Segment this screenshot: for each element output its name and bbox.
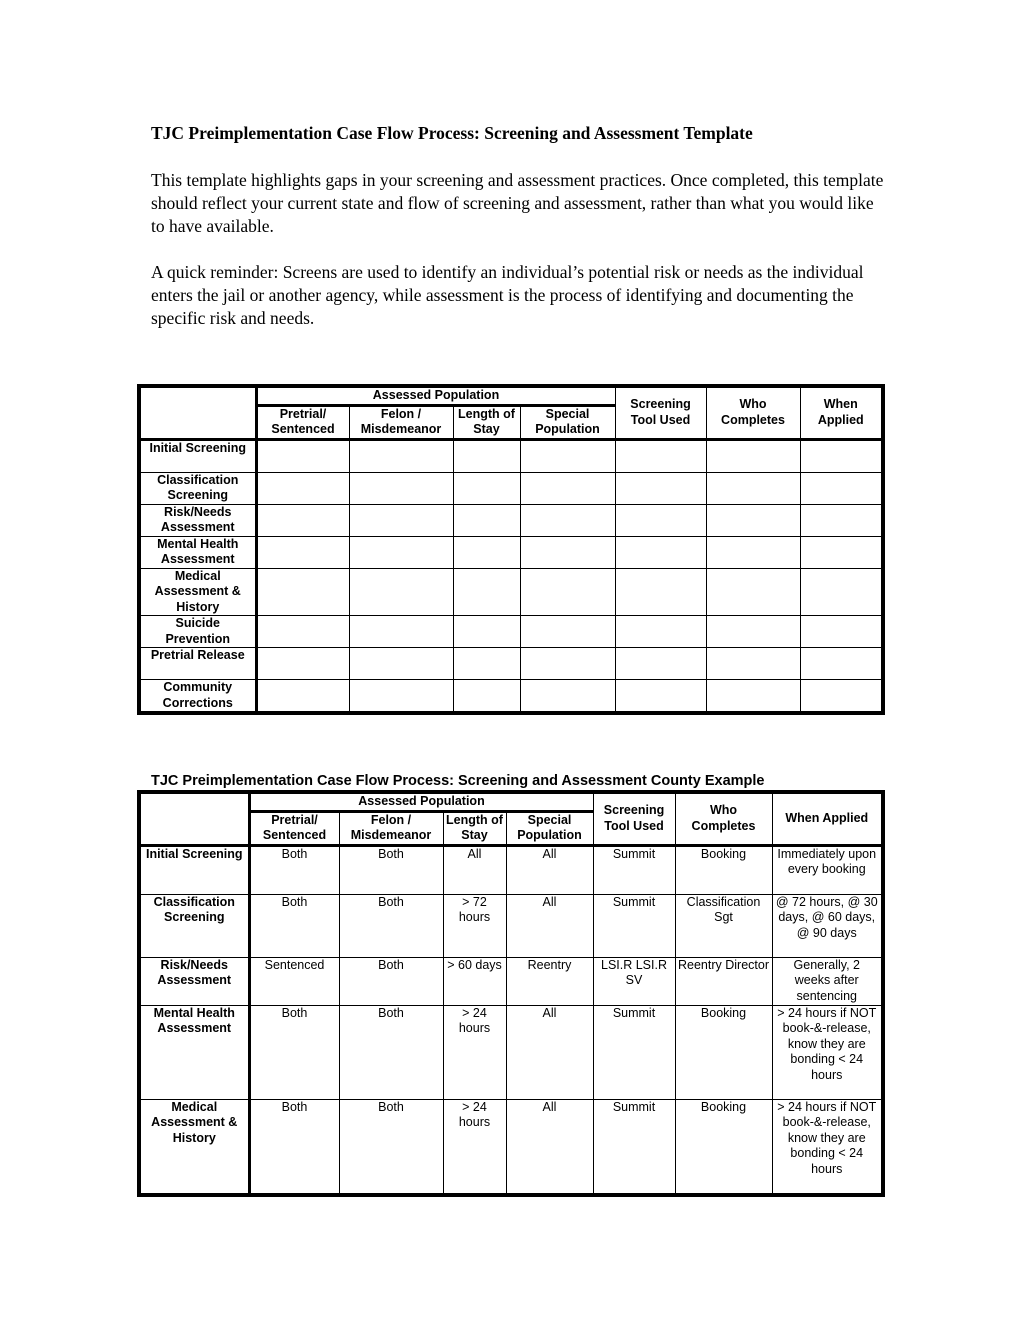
table-row xyxy=(139,957,883,1005)
blank-cell[interactable] xyxy=(800,648,883,680)
table-cell: Both xyxy=(339,957,443,1005)
assessed-population-header: Assessed Population xyxy=(256,386,615,405)
county-example-table xyxy=(137,790,885,1197)
blank-cell[interactable] xyxy=(800,504,883,536)
who-completes-header: Who Completes xyxy=(675,792,772,845)
blank-cell[interactable] xyxy=(256,504,349,536)
table-cell: > 24 hours xyxy=(443,1099,506,1195)
row-label: Medical Assessment & History xyxy=(139,1099,249,1195)
blank-cell[interactable] xyxy=(520,616,615,648)
table-cell: Reentry xyxy=(506,957,593,1005)
row-label: Initial Screening xyxy=(139,845,249,894)
blank-cell[interactable] xyxy=(800,616,883,648)
table-row xyxy=(139,536,883,568)
table-row xyxy=(139,1099,883,1195)
table-cell: > 24 hours xyxy=(443,1005,506,1099)
table-cell: Immediately upon every booking xyxy=(772,845,883,894)
table-cell: All xyxy=(506,894,593,957)
blank-cell[interactable] xyxy=(256,648,349,680)
intro-paragraph: This template highlights gaps in your screening and assessment practices. Once completed, this template should reflect your current state and flow of screening and assessment, rather than what you would like to have available. xyxy=(151,170,884,236)
table-cell: Both xyxy=(339,894,443,957)
blank-cell[interactable] xyxy=(349,504,453,536)
template-table xyxy=(137,384,885,715)
blank-cell[interactable] xyxy=(256,616,349,648)
table-cell: All xyxy=(443,845,506,894)
table-cell: LSI.R LSI.R SV xyxy=(593,957,675,1005)
blank-cell[interactable] xyxy=(706,504,800,536)
blank-cell[interactable] xyxy=(520,648,615,680)
blank-cell[interactable] xyxy=(453,504,520,536)
table-cell: > 24 hours if NOT book-&-release, know they are bonding < 24 hours xyxy=(772,1005,883,1099)
table-cell: Booking xyxy=(675,845,772,894)
pretrial-sentenced-header: Pretrial/ Sentenced xyxy=(249,811,339,845)
table-cell: Both xyxy=(249,894,339,957)
table-row xyxy=(139,504,883,536)
row-label: Risk/Needs Assessment xyxy=(139,957,249,1005)
blank-cell[interactable] xyxy=(256,568,349,616)
pretrial-sentenced-header: Pretrial/ Sentenced xyxy=(256,405,349,439)
blank-cell[interactable] xyxy=(256,680,349,714)
screening-tool-header: Screening Tool Used xyxy=(615,386,706,439)
row-label: Classification Screening xyxy=(139,894,249,957)
blank-cell[interactable] xyxy=(453,439,520,472)
table-cell: All xyxy=(506,1005,593,1099)
blank-cell[interactable] xyxy=(615,536,706,568)
screening-tool-header: Screening Tool Used xyxy=(593,792,675,845)
blank-cell[interactable] xyxy=(349,439,453,472)
blank-cell[interactable] xyxy=(706,439,800,472)
table-cell: Reentry Director xyxy=(675,957,772,1005)
special-population-header: Special Population xyxy=(506,811,593,845)
table-cell: All xyxy=(506,845,593,894)
blank-cell[interactable] xyxy=(349,680,453,714)
blank-cell[interactable] xyxy=(453,648,520,680)
corner-cell xyxy=(139,792,249,845)
table-cell: @ 72 hours, @ 30 days, @ 60 days, @ 90 days xyxy=(772,894,883,957)
table-row xyxy=(139,472,883,504)
length-of-stay-header: Length of Stay xyxy=(443,811,506,845)
blank-cell[interactable] xyxy=(800,439,883,472)
table-cell: > 24 hours if NOT book-&-release, know they are bonding < 24 hours xyxy=(772,1099,883,1195)
special-population-header: Special Population xyxy=(520,405,615,439)
blank-cell[interactable] xyxy=(520,439,615,472)
table-row xyxy=(139,845,883,894)
row-label: Risk/Needs Assessment xyxy=(139,504,256,536)
who-completes-header: Who Completes xyxy=(706,386,800,439)
blank-cell[interactable] xyxy=(349,536,453,568)
blank-cell[interactable] xyxy=(453,680,520,714)
blank-cell[interactable] xyxy=(615,648,706,680)
table-row xyxy=(139,894,883,957)
blank-cell[interactable] xyxy=(453,536,520,568)
blank-cell[interactable] xyxy=(256,472,349,504)
length-of-stay-header: Length of Stay xyxy=(453,405,520,439)
table-cell: > 60 days xyxy=(443,957,506,1005)
blank-cell[interactable] xyxy=(615,680,706,714)
row-label: Classification Screening xyxy=(139,472,256,504)
row-label: Community Corrections xyxy=(139,680,256,714)
blank-cell[interactable] xyxy=(800,472,883,504)
blank-cell[interactable] xyxy=(349,648,453,680)
table-cell: Sentenced xyxy=(249,957,339,1005)
blank-cell[interactable] xyxy=(615,616,706,648)
table-cell: Booking xyxy=(675,1005,772,1099)
blank-cell[interactable] xyxy=(615,472,706,504)
blank-cell[interactable] xyxy=(615,504,706,536)
blank-cell[interactable] xyxy=(453,472,520,504)
table-row xyxy=(139,680,883,714)
when-applied-header: When Applied xyxy=(772,792,883,845)
table-row xyxy=(139,1005,883,1099)
document-title: TJC Preimplementation Case Flow Process: Screening and Assessment Template xyxy=(151,123,753,143)
table-cell: Both xyxy=(249,1099,339,1195)
table-cell: Both xyxy=(249,1005,339,1099)
county-example-title: TJC Preimplementation Case Flow Process: Screening and Assessment County Example xyxy=(151,773,765,789)
table-cell: Both xyxy=(249,845,339,894)
corner-cell xyxy=(139,386,256,439)
blank-cell[interactable] xyxy=(520,504,615,536)
table-cell: Classification Sgt xyxy=(675,894,772,957)
felon-misdemeanor-header: Felon / Misdemeanor xyxy=(339,811,443,845)
assessed-population-header: Assessed Population xyxy=(249,792,593,811)
table-row xyxy=(139,568,883,616)
row-label: Mental Health Assessment xyxy=(139,1005,249,1099)
blank-cell[interactable] xyxy=(706,680,800,714)
row-label: Suicide Prevention xyxy=(139,616,256,648)
table-cell: > 72 hours xyxy=(443,894,506,957)
blank-cell[interactable] xyxy=(706,568,800,616)
table-cell: Summit xyxy=(593,1005,675,1099)
blank-cell[interactable] xyxy=(453,568,520,616)
blank-cell[interactable] xyxy=(706,472,800,504)
blank-cell[interactable] xyxy=(453,616,520,648)
table-cell: Summit xyxy=(593,845,675,894)
table-cell: Summit xyxy=(593,1099,675,1195)
felon-misdemeanor-header: Felon / Misdemeanor xyxy=(349,405,453,439)
table-row xyxy=(139,648,883,680)
row-label: Mental Health Assessment xyxy=(139,536,256,568)
blank-cell[interactable] xyxy=(706,616,800,648)
table-cell: Both xyxy=(339,1099,443,1195)
blank-cell[interactable] xyxy=(520,680,615,714)
table-cell: Summit xyxy=(593,894,675,957)
blank-cell[interactable] xyxy=(800,568,883,616)
reminder-paragraph: A quick reminder: Screens are used to identify an individual’s potential risk or needs as the individual enters the jail or another agency, while assessment is the process of identifying and documenting the specific risk and needs. xyxy=(151,262,864,328)
blank-cell[interactable] xyxy=(349,568,453,616)
blank-cell[interactable] xyxy=(615,568,706,616)
table-row xyxy=(139,439,883,472)
blank-cell[interactable] xyxy=(520,472,615,504)
blank-cell[interactable] xyxy=(800,536,883,568)
table-cell: Booking xyxy=(675,1099,772,1195)
table-cell: All xyxy=(506,1099,593,1195)
blank-cell[interactable] xyxy=(349,616,453,648)
blank-cell[interactable] xyxy=(349,472,453,504)
row-label: Medical Assessment & History xyxy=(139,568,256,616)
table-cell: Generally, 2 weeks after sentencing xyxy=(772,957,883,1005)
blank-cell[interactable] xyxy=(520,568,615,616)
table-cell: Both xyxy=(339,845,443,894)
row-label: Initial Screening xyxy=(139,439,256,472)
blank-cell[interactable] xyxy=(256,536,349,568)
blank-cell[interactable] xyxy=(615,439,706,472)
blank-cell[interactable] xyxy=(256,439,349,472)
blank-cell[interactable] xyxy=(706,648,800,680)
table-cell: Both xyxy=(339,1005,443,1099)
blank-cell[interactable] xyxy=(800,680,883,714)
blank-cell[interactable] xyxy=(520,536,615,568)
when-applied-header: When Applied xyxy=(800,386,883,439)
table-row xyxy=(139,616,883,648)
row-label: Pretrial Release xyxy=(139,648,256,680)
blank-cell[interactable] xyxy=(706,536,800,568)
